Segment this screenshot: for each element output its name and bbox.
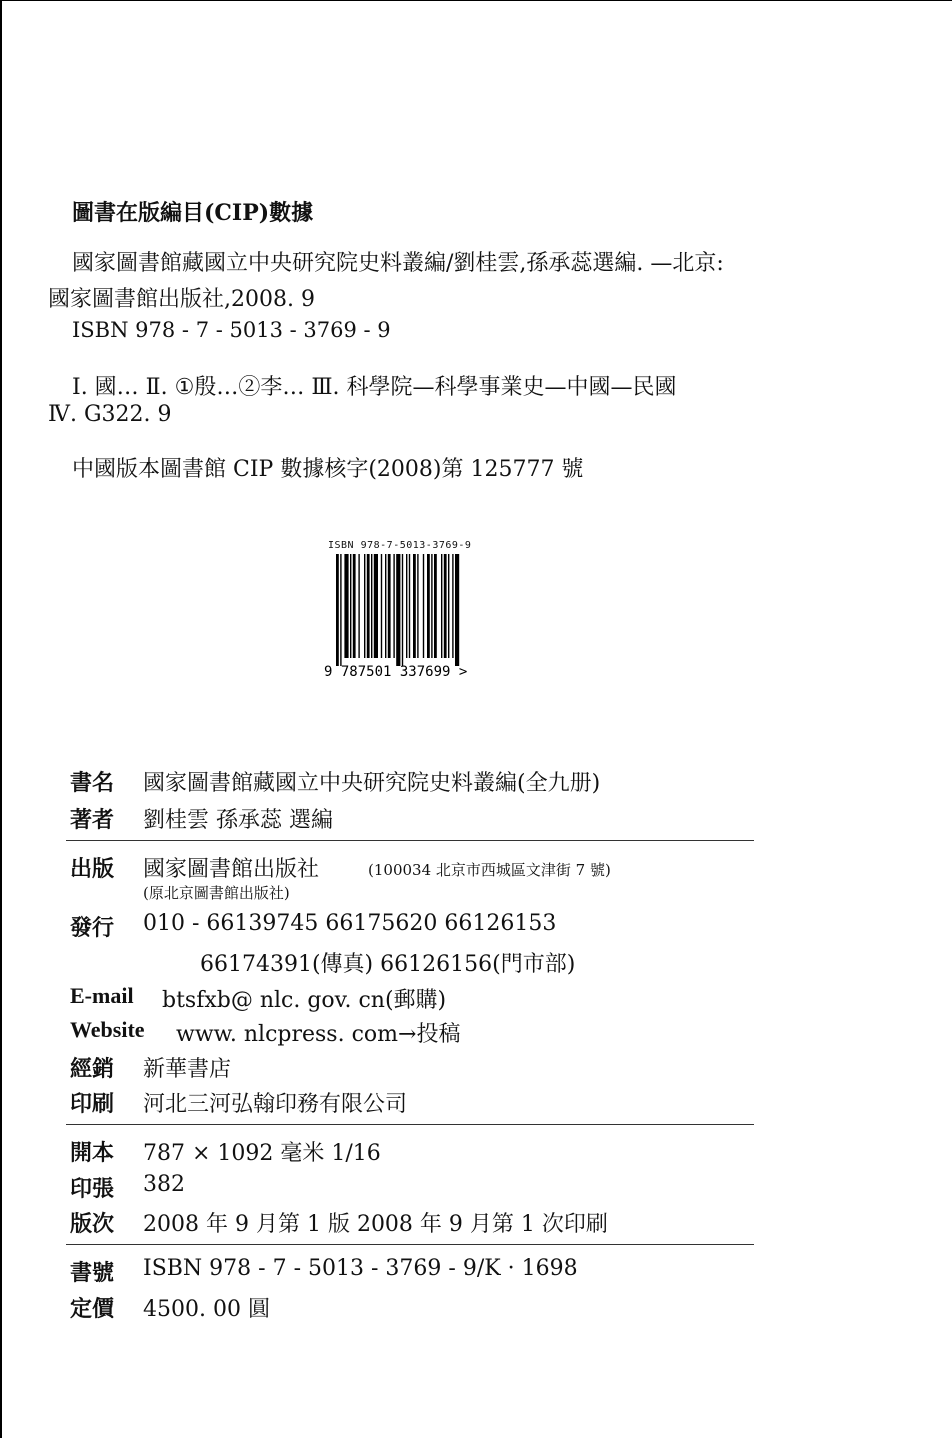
barcode-bar bbox=[427, 554, 430, 658]
email-label: E-mail bbox=[70, 983, 134, 1008]
barcode-bar bbox=[452, 554, 453, 658]
barcode-bar bbox=[353, 554, 356, 658]
website-label: Website bbox=[70, 1017, 145, 1042]
barcode-bars bbox=[322, 554, 502, 680]
isbn-value: ISBN 978 - 7 - 5013 - 3769 - 9/K · 1698 bbox=[143, 1256, 578, 1281]
barcode-isbn-text: ISBN 978-7-5013-3769-9 bbox=[328, 540, 472, 551]
website-value: www. nlcpress. com→投稿 bbox=[176, 1022, 461, 1047]
barcode-bar bbox=[448, 554, 449, 658]
barcode-bar bbox=[396, 554, 400, 666]
isbn-barcode bbox=[322, 540, 502, 680]
barcode-bar bbox=[388, 554, 391, 658]
cip-line-record-number: 中國版本圖書館 CIP 數據核字(2008)第 125777 號 bbox=[72, 457, 584, 482]
barcode-bar bbox=[340, 554, 341, 666]
barcode-bar bbox=[350, 554, 351, 658]
barcode-bar bbox=[402, 554, 403, 666]
seller-value: 新華書店 bbox=[143, 1057, 232, 1082]
barcode-bar bbox=[423, 554, 424, 658]
cip-line-classification: Ⅳ. G322. 9 bbox=[48, 402, 172, 427]
barcode-bar bbox=[381, 554, 382, 658]
barcode-bar bbox=[413, 554, 416, 658]
cip-line-isbn: ISBN 978 - 7 - 5013 - 3769 - 9 bbox=[72, 318, 391, 342]
barcode-bar bbox=[371, 554, 372, 658]
sheets-label: 印張 bbox=[70, 1177, 115, 1202]
barcode-bar bbox=[393, 554, 394, 658]
publisher-address: (100034 北京市西城區文津街 7 號) bbox=[368, 861, 611, 879]
cip-line-publisher: 國家圖書館出版社,2008. 9 bbox=[48, 287, 315, 312]
barcode-bar bbox=[358, 554, 359, 658]
edition-label: 版次 bbox=[70, 1212, 115, 1237]
format-label: 開本 bbox=[70, 1141, 115, 1166]
barcode-bar bbox=[336, 554, 339, 666]
author-value: 劉桂雲 孫承蕊 選編 bbox=[143, 808, 333, 833]
sheets-value: 382 bbox=[143, 1172, 185, 1197]
printer-label: 印刷 bbox=[70, 1092, 115, 1117]
distribution-fax-store: 66174391(傳真) 66126156(門市部) bbox=[200, 952, 576, 977]
divider bbox=[66, 1124, 754, 1125]
cip-heading: 圖書在版編目(CIP)數據 bbox=[72, 200, 314, 226]
title-label: 書名 bbox=[70, 771, 115, 796]
barcode-bar bbox=[374, 554, 378, 658]
divider bbox=[66, 840, 754, 841]
isbn-label: 書號 bbox=[70, 1261, 115, 1286]
cip-line-title: 國家圖書館藏國立中央研究院史料叢編/劉桂雲,孫承蕊選編. —北京: bbox=[72, 251, 724, 276]
publisher-former-name: (原北京圖書館出版社) bbox=[143, 884, 290, 902]
barcode-bar bbox=[367, 554, 370, 658]
barcode-bar bbox=[409, 554, 410, 658]
distribution-phones: 010 - 66139745 66175620 66126153 bbox=[143, 911, 557, 936]
cip-line-subjects: Ⅰ. 國… Ⅱ. ①殷…②李… Ⅲ. 科學院—科學事業史—中國—民國 bbox=[72, 375, 677, 400]
printer-value: 河北三河弘翰印務有限公司 bbox=[143, 1092, 408, 1117]
email-value: btsfxb@ nlc. gov. cn(郵購) bbox=[162, 988, 447, 1013]
price-value: 4500. 00 圓 bbox=[143, 1297, 270, 1322]
edition-value: 2008 年 9 月第 1 版 2008 年 9 月第 1 次印刷 bbox=[143, 1212, 608, 1237]
barcode-bar bbox=[417, 554, 418, 658]
format-value: 787 × 1092 毫米 1/16 bbox=[143, 1141, 381, 1166]
barcode-bar bbox=[344, 554, 348, 658]
price-label: 定價 bbox=[70, 1297, 115, 1322]
barcode-bar bbox=[444, 554, 447, 658]
barcode-bar bbox=[434, 554, 437, 658]
barcode-digits: 9 787501 337699 > bbox=[324, 664, 468, 680]
seller-label: 經銷 bbox=[70, 1057, 115, 1082]
barcode-bar bbox=[406, 554, 407, 658]
barcode-bar bbox=[385, 554, 386, 658]
barcode-bar bbox=[441, 554, 442, 658]
barcode-bar bbox=[364, 554, 365, 658]
title-value: 國家圖書館藏國立中央研究院史料叢編(全九册) bbox=[143, 771, 601, 796]
barcode-bar bbox=[431, 554, 432, 658]
distribution-label: 發行 bbox=[70, 916, 115, 941]
author-label: 著者 bbox=[70, 808, 115, 833]
publisher-value: 國家圖書館出版社 bbox=[143, 857, 320, 882]
divider bbox=[66, 1244, 754, 1245]
publisher-label: 出版 bbox=[70, 857, 115, 882]
barcode-bar bbox=[455, 554, 459, 666]
